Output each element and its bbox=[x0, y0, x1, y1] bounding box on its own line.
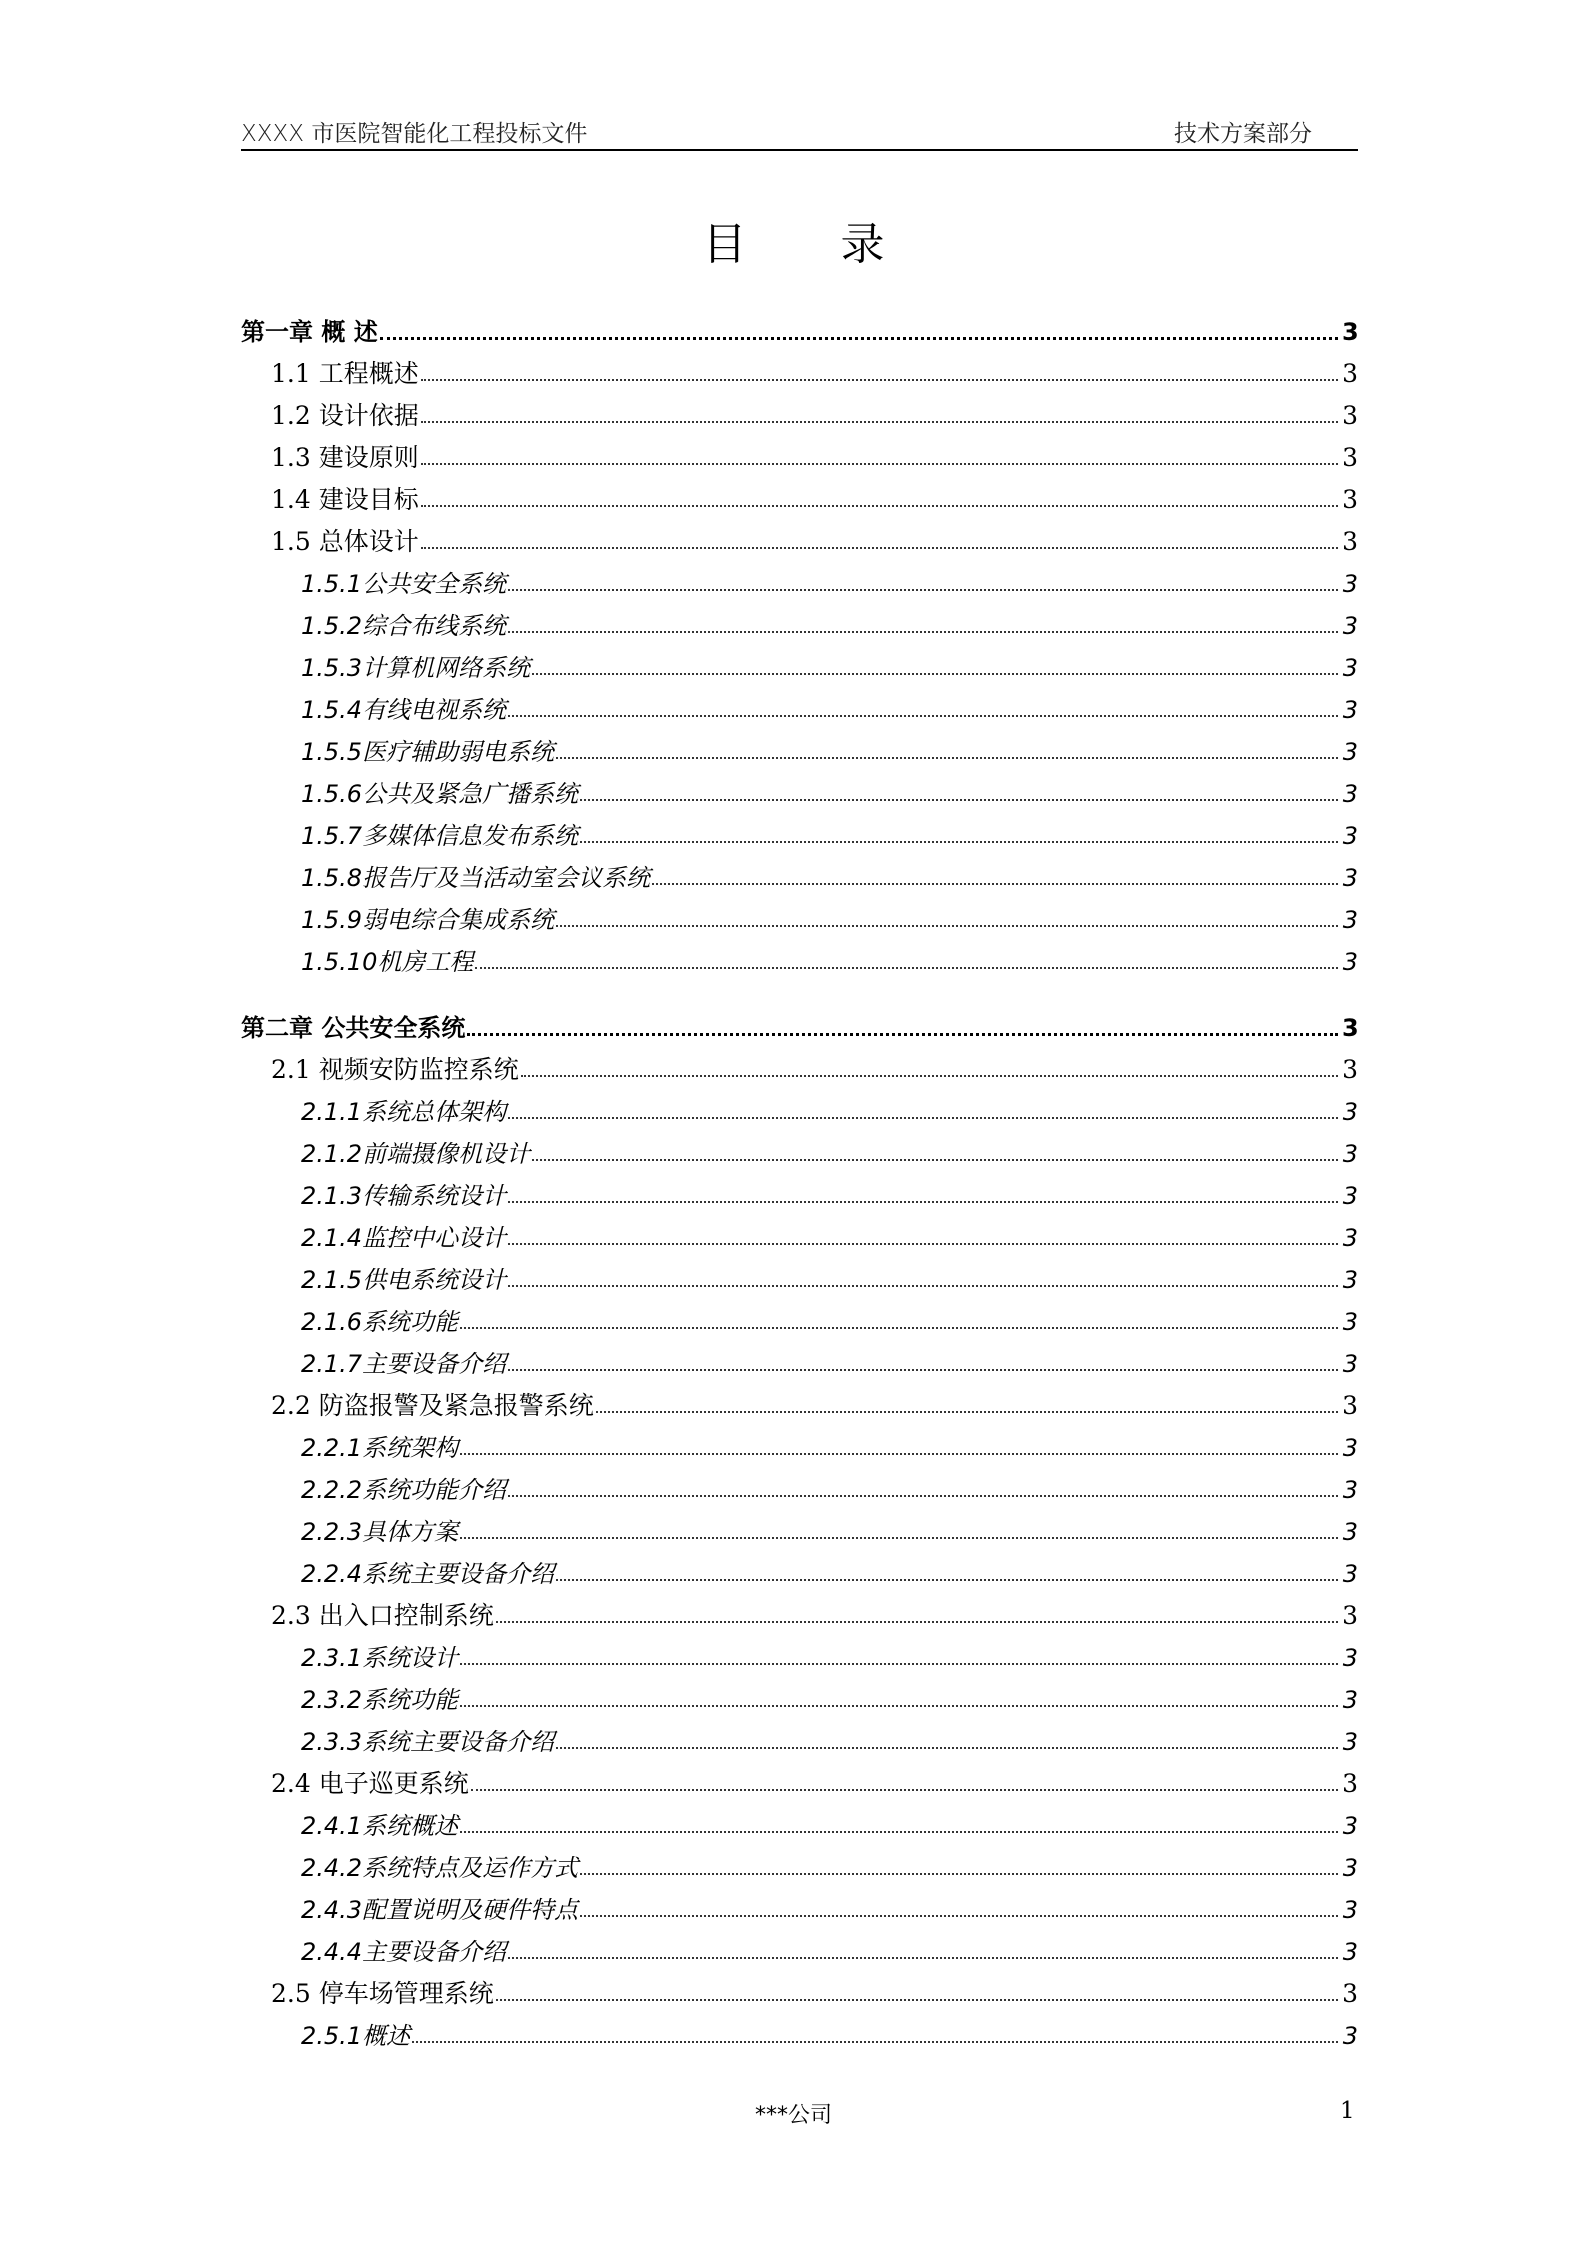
toc-entry-label: 2.4 电子巡更系统 bbox=[271, 1769, 469, 1798]
toc-dot-leader bbox=[421, 546, 1338, 549]
toc-entry-page: 3 bbox=[1342, 1055, 1358, 1084]
toc-entry-sub[interactable] bbox=[241, 764, 1358, 806]
toc-dot-leader bbox=[556, 924, 1338, 927]
toc-entry-sub[interactable] bbox=[241, 1082, 1358, 1124]
toc-entry-page: 3 bbox=[1342, 1728, 1358, 1756]
toc-dot-leader bbox=[652, 882, 1338, 885]
toc-entry-label: 2.4.1系统概述 bbox=[301, 1812, 459, 1840]
toc-entry-page: 3 bbox=[1342, 696, 1358, 724]
toc-entry-label: 2.1 视频安防监控系统 bbox=[271, 1055, 519, 1084]
toc-entry-label: 2.3 出入口控制系统 bbox=[271, 1601, 494, 1630]
toc-entry-sub[interactable] bbox=[241, 1292, 1358, 1334]
toc-entry-label: 2.3.2系统功能 bbox=[301, 1686, 459, 1714]
toc-dot-leader bbox=[580, 798, 1338, 801]
toc-entry-page: 3 bbox=[1342, 612, 1358, 640]
toc-dot-leader bbox=[508, 1284, 1338, 1287]
toc-entry-label: 2.5.1概述 bbox=[301, 2022, 411, 2050]
toc-dot-leader bbox=[471, 1788, 1338, 1791]
toc-entry-sub[interactable] bbox=[241, 1670, 1358, 1712]
toc-entry-sec[interactable] bbox=[241, 512, 1358, 554]
page-header bbox=[241, 113, 1358, 151]
toc-entry-sec[interactable] bbox=[241, 1376, 1358, 1418]
toc-entry-page: 3 bbox=[1342, 1601, 1358, 1630]
toc-dot-leader bbox=[521, 1074, 1338, 1077]
toc-dot-leader bbox=[460, 1536, 1338, 1539]
toc-entry-page: 3 bbox=[1342, 1350, 1358, 1378]
toc-entry-page: 3 bbox=[1342, 738, 1358, 766]
toc-dot-leader bbox=[508, 1200, 1338, 1203]
toc-entry-label: 2.1.7主要设备介绍 bbox=[301, 1350, 507, 1378]
toc-entry-page: 3 bbox=[1342, 318, 1359, 346]
toc-dot-leader bbox=[496, 1998, 1338, 2001]
toc-dot-leader bbox=[508, 1116, 1338, 1119]
toc-entry-page: 3 bbox=[1342, 1391, 1358, 1420]
toc-entry-sub[interactable] bbox=[241, 1502, 1358, 1544]
toc-entry-label: 2.4.3配置说明及硬件特点 bbox=[301, 1896, 579, 1924]
toc-dot-leader bbox=[508, 588, 1338, 591]
toc-entry-page: 3 bbox=[1342, 1979, 1358, 2008]
toc-dot-leader bbox=[412, 2040, 1338, 2043]
toc-entry-label: 2.2 防盗报警及紧急报警系统 bbox=[271, 1391, 594, 1420]
toc-entry-page: 3 bbox=[1342, 401, 1358, 430]
toc-entry-sub[interactable] bbox=[241, 1880, 1358, 1922]
toc-entry-page: 3 bbox=[1342, 864, 1358, 892]
toc-entry-sub[interactable] bbox=[241, 1922, 1358, 1964]
toc-entry-label: 2.1.3传输系统设计 bbox=[301, 1182, 507, 1210]
toc-entry-sec[interactable] bbox=[241, 1754, 1358, 1796]
toc-dot-leader bbox=[380, 336, 1338, 340]
toc-dot-leader bbox=[532, 672, 1338, 675]
toc-entry-page: 3 bbox=[1342, 485, 1358, 514]
toc-entry-page: 3 bbox=[1342, 1769, 1358, 1798]
toc-dot-leader bbox=[475, 966, 1338, 969]
toc-entry-label: 1.4 建设目标 bbox=[271, 485, 419, 514]
toc-dot-leader bbox=[508, 1494, 1338, 1497]
toc-entry-label: 2.1.4监控中心设计 bbox=[301, 1224, 507, 1252]
toc-dot-leader bbox=[421, 504, 1338, 507]
toc-entry-sub[interactable] bbox=[241, 890, 1358, 932]
toc-entry-sub[interactable] bbox=[241, 1250, 1358, 1292]
toc-entry-label: 2.4.2系统特点及运作方式 bbox=[301, 1854, 579, 1882]
toc-dot-leader bbox=[421, 462, 1338, 465]
toc-entry-sub[interactable] bbox=[241, 596, 1358, 638]
toc-dot-leader bbox=[508, 1242, 1338, 1245]
toc-entry-label: 2.1.2前端摄像机设计 bbox=[301, 1140, 531, 1168]
toc-dot-leader bbox=[460, 1704, 1338, 1707]
toc-dot-leader bbox=[421, 378, 1338, 381]
toc-entry-sec[interactable] bbox=[241, 1964, 1358, 2006]
toc-entry-page: 3 bbox=[1342, 948, 1358, 976]
toc-entry-sec[interactable] bbox=[241, 1040, 1358, 1082]
toc-dot-leader bbox=[596, 1410, 1338, 1413]
toc-dot-leader bbox=[508, 1368, 1338, 1371]
toc-entry-label: 2.1.6系统功能 bbox=[301, 1308, 459, 1336]
toc-entry-label: 2.2.3具体方案 bbox=[301, 1518, 459, 1546]
toc-entry-page: 3 bbox=[1342, 570, 1358, 598]
toc-entry-label: 2.5 停车场管理系统 bbox=[271, 1979, 494, 2008]
toc-entry-label: 1.5 总体设计 bbox=[271, 527, 419, 556]
toc-entry-page: 3 bbox=[1342, 1476, 1358, 1504]
toc-entry-page: 3 bbox=[1342, 906, 1358, 934]
toc-dot-leader bbox=[508, 1956, 1338, 1959]
toc-entry-page: 3 bbox=[1342, 1686, 1358, 1714]
toc-entry-page: 3 bbox=[1342, 1098, 1358, 1126]
toc-dot-leader bbox=[556, 1578, 1338, 1581]
toc-dot-leader bbox=[496, 1620, 1338, 1623]
toc-entry-sub[interactable] bbox=[241, 1838, 1358, 1880]
toc-entry-label: 2.3.3系统主要设备介绍 bbox=[301, 1728, 555, 1756]
toc-entry-label: 1.5.4有线电视系统 bbox=[301, 696, 507, 724]
toc-entry-label: 1.1 工程概述 bbox=[271, 359, 419, 388]
toc-dot-leader bbox=[508, 714, 1338, 717]
toc-entry-label: 1.5.7多媒体信息发布系统 bbox=[301, 822, 579, 850]
toc-entry-sub[interactable] bbox=[241, 1712, 1358, 1754]
toc-entry-sec[interactable] bbox=[241, 470, 1358, 512]
toc-entry-page: 3 bbox=[1342, 1938, 1358, 1966]
toc-entry-page: 3 bbox=[1342, 1014, 1359, 1042]
toc-entry-label: 2.3.1系统设计 bbox=[301, 1644, 459, 1672]
toc-entry-label: 2.2.4系统主要设备介绍 bbox=[301, 1560, 555, 1588]
toc-dot-leader bbox=[460, 1326, 1338, 1329]
toc-entry-sub[interactable] bbox=[241, 1628, 1358, 1670]
toc-entry-page: 3 bbox=[1342, 359, 1358, 388]
toc-title: 目 录 bbox=[702, 219, 925, 270]
toc-dot-leader bbox=[580, 840, 1338, 843]
toc-entry-page: 3 bbox=[1342, 1266, 1358, 1294]
toc-entry-sub[interactable] bbox=[241, 1544, 1358, 1586]
toc-entry-page: 3 bbox=[1342, 1224, 1358, 1252]
toc-entry-label: 第一章 概 述 bbox=[241, 318, 378, 346]
toc-entry-sub[interactable] bbox=[241, 806, 1358, 848]
header-section-label: 技术方案部分 bbox=[1174, 121, 1312, 147]
toc-entry-sub[interactable] bbox=[241, 638, 1358, 680]
toc-entry-page: 3 bbox=[1342, 1644, 1358, 1672]
toc-entry-label: 1.5.10机房工程 bbox=[301, 948, 474, 976]
toc-dot-leader bbox=[580, 1872, 1338, 1875]
toc-entry-label: 第二章 公共安全系统 bbox=[241, 1014, 466, 1042]
toc-dot-leader bbox=[421, 420, 1338, 423]
toc-entry-sec[interactable] bbox=[241, 344, 1358, 386]
toc-entry-sub[interactable] bbox=[241, 848, 1358, 890]
toc-entry-page: 3 bbox=[1342, 1308, 1358, 1336]
toc-entry-page: 3 bbox=[1342, 822, 1358, 850]
toc-entry-label: 2.2.1系统架构 bbox=[301, 1434, 459, 1462]
toc-entry-label: 1.5.6公共及紧急广播系统 bbox=[301, 780, 579, 808]
toc-entry-label: 1.5.8报告厅及当活动室会议系统 bbox=[301, 864, 651, 892]
toc-entry-label: 1.2 设计依据 bbox=[271, 401, 419, 430]
toc-entry-sec[interactable] bbox=[241, 386, 1358, 428]
toc-entry-sub[interactable] bbox=[241, 1208, 1358, 1250]
toc-entry-ch[interactable] bbox=[241, 294, 1358, 344]
toc-entry-page: 3 bbox=[1342, 654, 1358, 682]
toc-entry-sec[interactable] bbox=[241, 428, 1358, 470]
toc-dot-leader bbox=[467, 1032, 1338, 1036]
toc-entry-sub[interactable] bbox=[241, 722, 1358, 764]
toc-dot-leader bbox=[532, 1158, 1338, 1161]
toc-entry-page: 3 bbox=[1342, 2022, 1358, 2050]
toc-entry-page: 3 bbox=[1342, 1518, 1358, 1546]
toc-entry-label: 1.5.3计算机网络系统 bbox=[301, 654, 531, 682]
toc-entry-label: 1.3 建设原则 bbox=[271, 443, 419, 472]
toc-entry-page: 3 bbox=[1342, 780, 1358, 808]
toc-dot-leader bbox=[508, 630, 1338, 633]
toc-entry-page: 3 bbox=[1342, 527, 1358, 556]
toc-entry-sub[interactable] bbox=[241, 1124, 1358, 1166]
toc-dot-leader bbox=[580, 1914, 1338, 1917]
toc-entry-page: 3 bbox=[1342, 1434, 1358, 1462]
footer-company: ***公司 bbox=[754, 2103, 832, 2128]
toc-entry-page: 3 bbox=[1342, 443, 1358, 472]
toc-entry-label: 2.1.5供电系统设计 bbox=[301, 1266, 507, 1294]
footer-page-number: 1 bbox=[1340, 2098, 1355, 2124]
toc-dot-leader bbox=[460, 1830, 1338, 1833]
toc-dot-leader bbox=[460, 1662, 1338, 1665]
toc-entry-sub[interactable] bbox=[241, 1334, 1358, 1376]
toc-entry-page: 3 bbox=[1342, 1896, 1358, 1924]
toc-entry-page: 3 bbox=[1342, 1812, 1358, 1840]
toc-entry-page: 3 bbox=[1342, 1182, 1358, 1210]
toc-entry-page: 3 bbox=[1342, 1560, 1358, 1588]
toc-entry-sub[interactable] bbox=[241, 1460, 1358, 1502]
toc-entry-label: 1.5.9弱电综合集成系统 bbox=[301, 906, 555, 934]
toc-entry-label: 2.4.4主要设备介绍 bbox=[301, 1938, 507, 1966]
header-document-title: XXXX 市医院智能化工程投标文件 bbox=[241, 121, 588, 147]
toc-entry-sec[interactable] bbox=[241, 1586, 1358, 1628]
toc-entry-sub[interactable] bbox=[241, 1418, 1358, 1460]
toc-entry-sub[interactable] bbox=[241, 554, 1358, 596]
toc-entry-sub[interactable] bbox=[241, 2006, 1358, 2048]
toc-dot-leader bbox=[460, 1452, 1338, 1455]
toc-entry-page: 3 bbox=[1342, 1854, 1358, 1882]
toc-entry-page: 3 bbox=[1342, 1140, 1358, 1168]
toc-entry-sub[interactable] bbox=[241, 1166, 1358, 1208]
toc-entry-label: 2.2.2系统功能介绍 bbox=[301, 1476, 507, 1504]
toc-entry-label: 2.1.1系统总体架构 bbox=[301, 1098, 507, 1126]
toc-dot-leader bbox=[556, 1746, 1338, 1749]
toc-entry-label: 1.5.1公共安全系统 bbox=[301, 570, 507, 598]
toc-entry-sub[interactable] bbox=[241, 932, 1358, 974]
toc-entry-sub[interactable] bbox=[241, 680, 1358, 722]
toc-entry-ch[interactable] bbox=[241, 990, 1358, 1040]
table-of-contents bbox=[241, 294, 1358, 2048]
toc-dot-leader bbox=[556, 756, 1338, 759]
toc-entry-label: 1.5.5医疗辅助弱电系统 bbox=[301, 738, 555, 766]
toc-entry-sub[interactable] bbox=[241, 1796, 1358, 1838]
toc-entry-label: 1.5.2综合布线系统 bbox=[301, 612, 507, 640]
